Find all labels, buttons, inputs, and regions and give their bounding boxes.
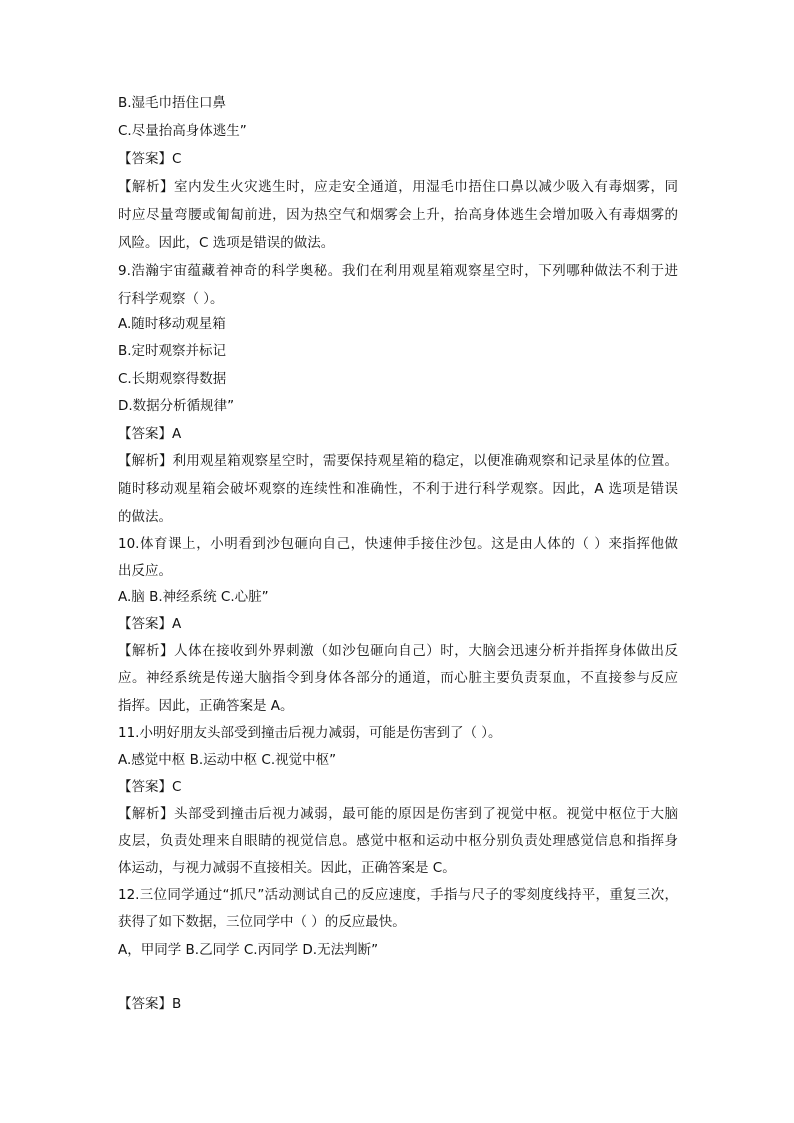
analysis-line: 应。神经系统是传递大脑指令到身体各部分的通道，而心脏主要负责泵血，不直接参与反应 (118, 670, 678, 686)
question-line: 10.体育课上，小明看到沙包砸向自己，快速伸手接住沙包。这是由人体的（ ）来指挥他做 (118, 536, 678, 552)
option-line: A.脑 B.神经系统 C.心脏” (118, 589, 269, 605)
option-line: A.随时移动观星箱 (118, 316, 226, 332)
option-line: D.数据分析循规律” (118, 398, 235, 414)
analysis-line: 【解析】人体在接收到外界刺激（如沙包砸向自己）时，大脑会迅速分析并指挥身体做出反 (118, 643, 678, 659)
analysis-line: 【解析】利用观星箱观察星空时，需要保持观星箱的稳定，以便准确观察和记录星体的位置。 (118, 453, 678, 469)
answer-line: 【答案】A (118, 426, 182, 442)
option-line: C.长期观察得数据 (118, 371, 227, 387)
analysis-line: 皮层，负责处理来自眼睛的视觉信息。感觉中枢和运动中枢分别负责处理感觉信息和指挥身 (118, 833, 678, 849)
analysis-line: 风险。因此，C 选项是错误的做法。 (118, 235, 335, 251)
analysis-line: 的做法。 (118, 509, 172, 525)
answer-line: 【答案】C (118, 151, 182, 167)
analysis-line: 【解析】室内发生火灾逃生时，应走安全通道，用湿毛巾捂住口鼻以减少吸入有毒烟雾，同 (118, 179, 678, 195)
question-line: 12.三位同学通过“抓尺”活动测试自己的反应速度，手指与尺子的零刻度线持平，重复三次， (118, 887, 678, 903)
option-line: B.湿毛巾捂住口鼻 (118, 95, 227, 111)
answer-line: 【答案】A (118, 616, 182, 632)
analysis-line: 指挥。因此，正确答案是 A。 (118, 698, 294, 714)
option-line: B.定时观察并标记 (118, 343, 227, 359)
analysis-line: 体运动，与视力减弱不直接相关。因此，正确答案是 C。 (118, 860, 456, 876)
analysis-line: 随时移动观星箱会破坏观察的连续性和准确性，不利于进行科学观察。因此，A 选项是错误 (118, 481, 678, 497)
question-line: 出反应。 (118, 563, 172, 579)
analysis-line: 时应尽量弯腰或匍匐前进，因为热空气和烟雾会上升，抬高身体逃生会增加吸入有毒烟雾的 (118, 207, 678, 223)
option-line: A.感觉中枢 B.运动中枢 C.视觉中枢” (118, 752, 337, 768)
option-line: C.尽量抬高身体逃生” (118, 123, 247, 139)
answer-line: 【答案】C (118, 779, 182, 795)
option-line: A，甲同学 B.乙同学 C.丙同学 D.无法判断” (118, 942, 379, 958)
question-line: 9.浩瀚宇宙蕴藏着神奇的科学奥秘。我们在利用观星箱观察星空时，下列哪种做法不利于进 (118, 263, 678, 279)
question-line: 11.小明好朋友头部受到撞击后视力减弱，可能是伤害到了（ ）。 (118, 725, 502, 741)
answer-line: 【答案】B (118, 996, 182, 1012)
question-line: 行科学观察（ ）。 (118, 291, 224, 307)
analysis-line: 【解析】头部受到撞击后视力减弱，最可能的原因是伤害到了视觉中枢。视觉中枢位于大脑 (118, 806, 678, 822)
question-line: 获得了如下数据，三位同学中（ ）的反应最快。 (118, 914, 406, 930)
